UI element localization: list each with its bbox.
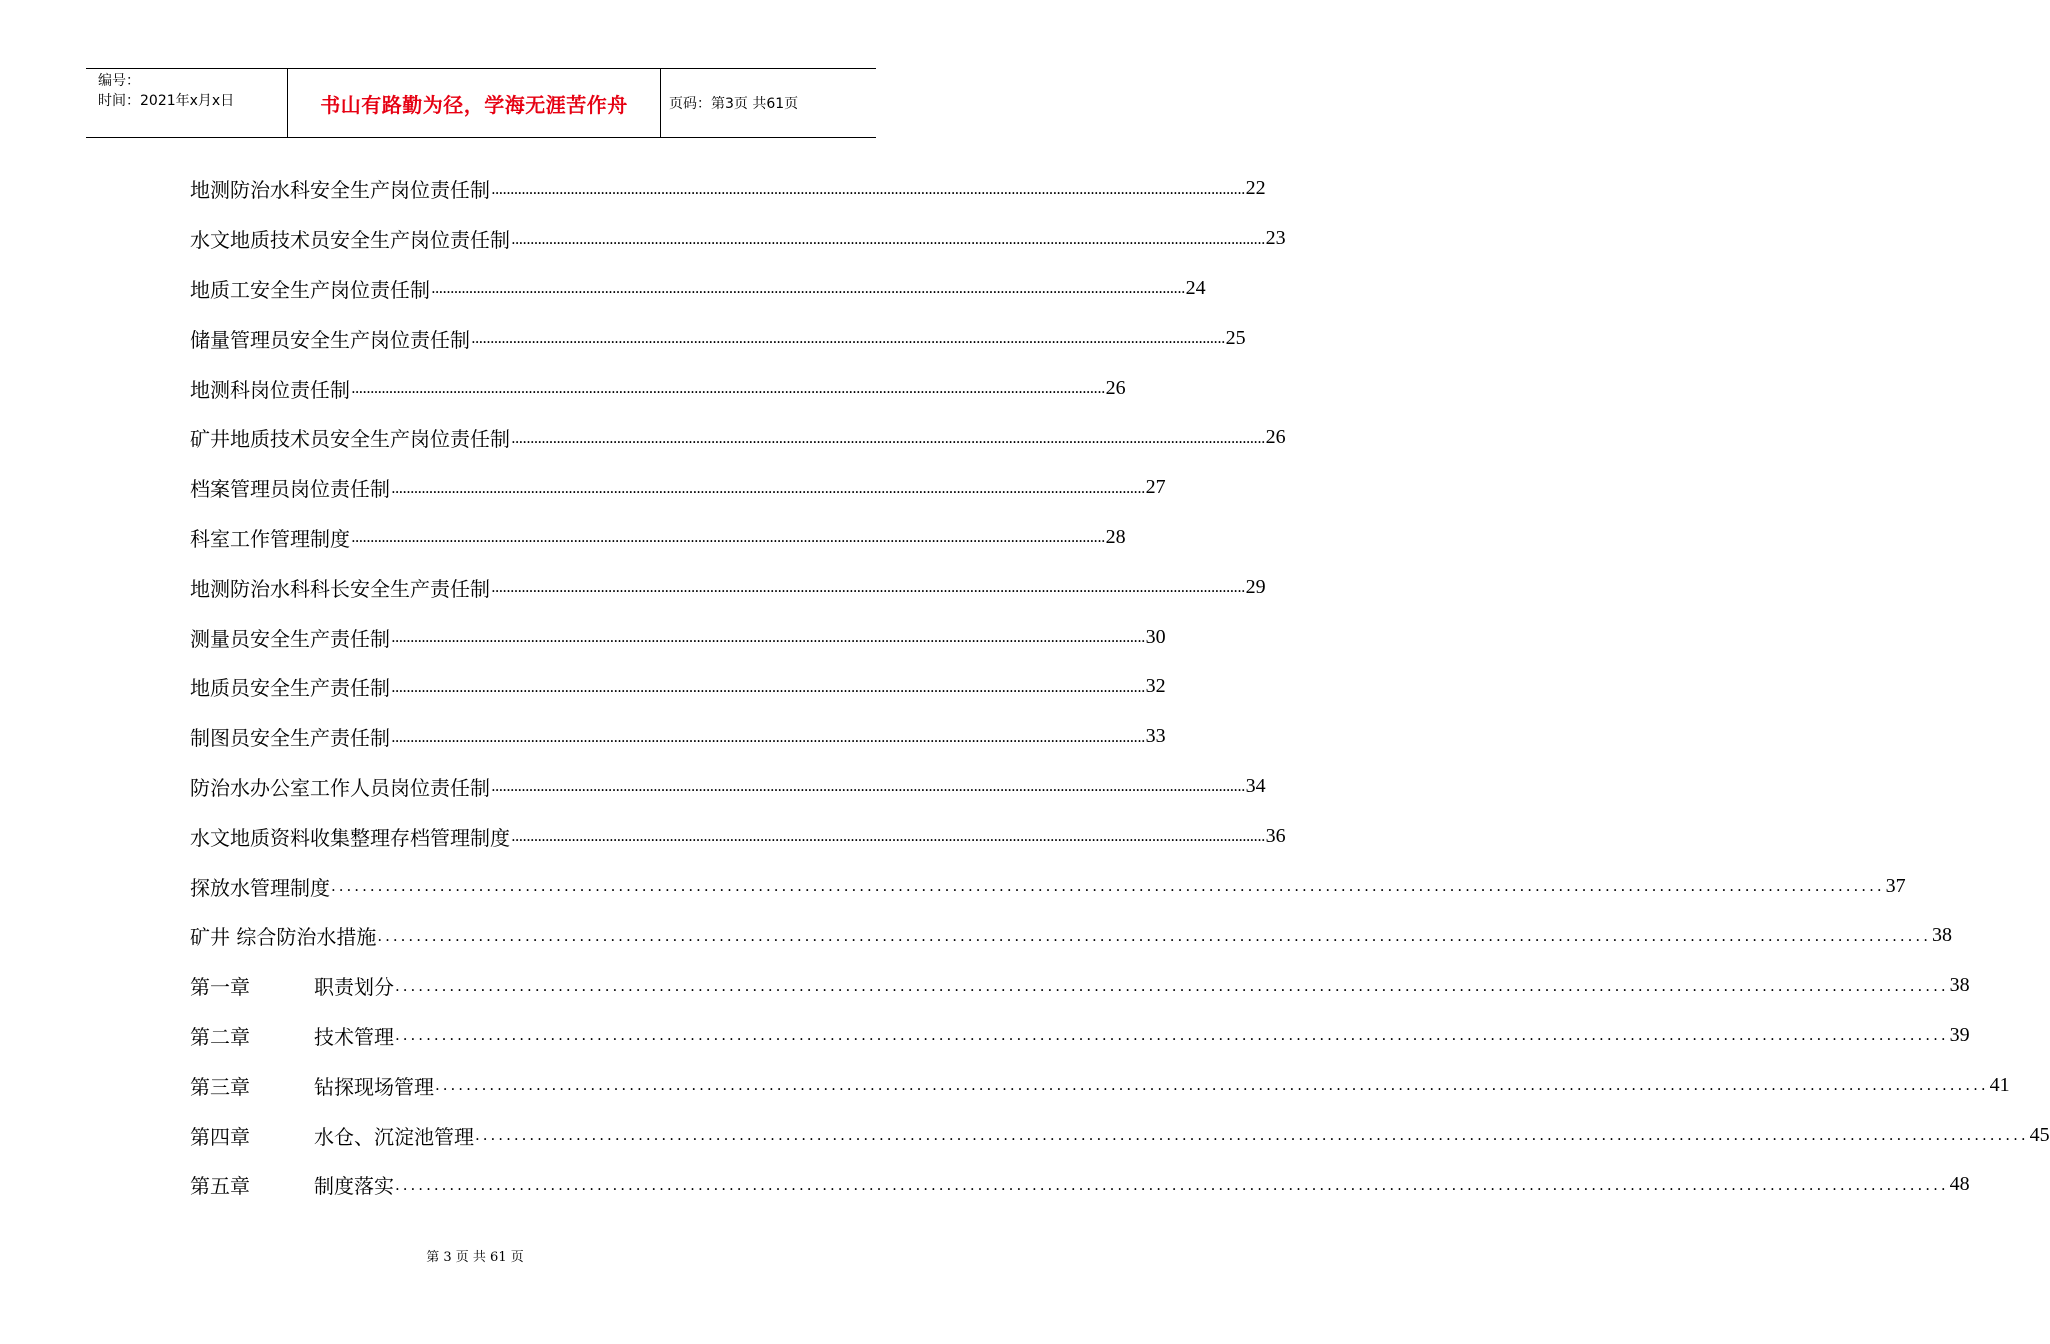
toc-entry-title: 地质员安全生产责任制 <box>190 676 390 701</box>
toc-entry-page: 37 <box>1885 874 1906 897</box>
toc-leader: ........................................................................................................................................................................................................ <box>395 1175 1949 1194</box>
toc-leader: ........................................................................................................................................................................................................ <box>435 1076 1989 1095</box>
toc-entry[interactable] <box>190 513 1126 563</box>
toc-chapter-entry[interactable] <box>190 961 1970 1011</box>
toc-leader: ........................................................................................................................................................................................................ <box>471 329 1225 348</box>
toc-leader: ........................................................................................................................................................................................................ <box>391 727 1145 746</box>
toc-chapter-entry[interactable] <box>190 1160 1970 1210</box>
toc-entry-page: 26 <box>1105 376 1126 399</box>
toc-chapter-page: 45 <box>2029 1123 2050 1146</box>
toc-entry-page: 24 <box>1185 276 1206 299</box>
toc-chapter-title: 职责划分 <box>314 975 394 1000</box>
toc-leader: ........................................................................................................................................................................................................ <box>475 1126 2029 1145</box>
toc-leader: ........................................................................................................................................................................................................ <box>351 528 1105 547</box>
page-header <box>86 68 876 138</box>
toc-entry[interactable] <box>190 214 1286 264</box>
toc-leader: ........................................................................................................................................................................................................ <box>395 976 1949 995</box>
toc-entry[interactable] <box>190 612 1166 662</box>
toc-entry-title: 探放水管理制度 <box>190 875 330 900</box>
toc-entry-title: 档案管理员岗位责任制 <box>190 477 390 502</box>
toc-chapter-entry[interactable] <box>190 1011 1970 1061</box>
toc-leader: ........................................................................................................................................................................................................ <box>351 379 1105 398</box>
toc-entry-title: 防治水办公室工作人员岗位责任制 <box>190 775 490 800</box>
toc-entry[interactable] <box>190 662 1166 712</box>
toc-leader: ........................................................................................................................................................................................................ <box>491 777 1245 796</box>
toc-leader: ........................................................................................................................................................................................................ <box>391 677 1145 696</box>
toc-chapter-number: 第四章 <box>190 1124 250 1149</box>
toc-leader: ........................................................................................................................................................................................................ <box>431 279 1185 298</box>
toc-entry-title: 水文地质技术员安全生产岗位责任制 <box>190 228 510 253</box>
toc-leader: ........................................................................................................................................................................................................ <box>491 578 1245 597</box>
toc-chapter-title: 钻探现场管理 <box>314 1074 434 1099</box>
table-of-contents <box>190 164 2050 1210</box>
toc-entry[interactable] <box>190 313 1246 363</box>
toc-entry-title: 制图员安全生产责任制 <box>190 726 390 751</box>
toc-entry-page: 30 <box>1145 625 1166 648</box>
toc-entry[interactable] <box>190 463 1166 513</box>
toc-entry-page: 29 <box>1245 575 1266 598</box>
toc-leader: ........................................................................................................................................................................................................ <box>331 877 1885 896</box>
toc-entry-page: 27 <box>1145 476 1166 499</box>
toc-chapter-number: 第一章 <box>190 975 250 1000</box>
toc-leader: ........................................................................................................................................................................................................ <box>511 428 1265 447</box>
toc-leader: ........................................................................................................................................................................................................ <box>377 926 1931 945</box>
toc-entry[interactable] <box>190 413 1286 463</box>
toc-chapter-title: 制度落实 <box>314 1174 394 1199</box>
header-page-number: 页码：第3页 共61页 <box>669 96 799 112</box>
toc-entry[interactable] <box>190 861 1906 911</box>
toc-entry[interactable] <box>190 762 1266 812</box>
toc-entry-title: 地测防治水科安全生产岗位责任制 <box>190 178 490 203</box>
time-text: 时间：2021年x月x日 <box>98 93 235 109</box>
toc-chapter-title: 水仓、沉淀池管理 <box>314 1124 474 1149</box>
toc-entry-title: 测量员安全生产责任制 <box>190 626 390 651</box>
toc-entry-title: 地质工安全生产岗位责任制 <box>190 277 430 302</box>
toc-chapter-entry[interactable] <box>190 1110 2050 1160</box>
toc-entry-page: 32 <box>1145 675 1166 698</box>
toc-leader: ........................................................................................................................................................................................................ <box>491 179 1245 198</box>
toc-chapter-title: 技术管理 <box>314 1024 394 1049</box>
toc-entry[interactable] <box>190 164 1266 214</box>
toc-entry-title: 科室工作管理制度 <box>190 526 350 551</box>
toc-entry-page: 38 <box>1931 924 1952 947</box>
toc-leader: ........................................................................................................................................................................................................ <box>511 827 1265 846</box>
header-info-cell <box>86 69 288 137</box>
toc-entry-page: 26 <box>1265 426 1286 449</box>
toc-entry-page: 22 <box>1245 177 1266 200</box>
header-motto: 书山有路勤为径，学海无涯苦作舟 <box>288 69 661 137</box>
toc-entry-page: 23 <box>1265 227 1286 250</box>
page-footer: 第 3 页 共 61 页 <box>426 1250 524 1265</box>
toc-entry-title: 水文地质资料收集整理存档管理制度 <box>190 825 510 850</box>
toc-chapter-number: 第二章 <box>190 1024 250 1049</box>
toc-chapter-page: 38 <box>1949 974 1970 997</box>
toc-leader: ........................................................................................................................................................................................................ <box>391 628 1145 647</box>
toc-leader: ........................................................................................................................................................................................................ <box>511 229 1265 248</box>
toc-chapter-number: 第五章 <box>190 1174 250 1199</box>
toc-entry-page: 34 <box>1245 774 1266 797</box>
toc-entry-page: 28 <box>1105 525 1126 548</box>
toc-entry-title: 地测防治水科科长安全生产责任制 <box>190 576 490 601</box>
toc-entry[interactable] <box>190 811 1286 861</box>
toc-chapter-number: 第三章 <box>190 1074 250 1099</box>
toc-entry[interactable] <box>190 363 1126 413</box>
toc-entry-page: 25 <box>1225 326 1246 349</box>
toc-entry[interactable] <box>190 264 1206 314</box>
toc-entry-title: 矿井地质技术员安全生产岗位责任制 <box>190 427 510 452</box>
code-label: 编号： <box>98 73 140 89</box>
toc-entry[interactable] <box>190 911 1952 961</box>
toc-entry-page: 33 <box>1145 725 1166 748</box>
toc-entry-title: 地测科岗位责任制 <box>190 377 350 402</box>
toc-leader: ........................................................................................................................................................................................................ <box>395 1026 1949 1045</box>
toc-entry-title: 储量管理员安全生产岗位责任制 <box>190 327 470 352</box>
toc-entry[interactable] <box>190 562 1266 612</box>
toc-entry-page: 36 <box>1265 824 1286 847</box>
toc-chapter-entry[interactable] <box>190 1060 2010 1110</box>
toc-entry[interactable] <box>190 712 1166 762</box>
toc-chapter-page: 39 <box>1949 1023 1970 1046</box>
toc-chapter-page: 41 <box>1989 1073 2010 1096</box>
toc-leader: ........................................................................................................................................................................................................ <box>391 478 1145 497</box>
toc-entry-title: 矿井 综合防治水措施 <box>190 925 377 950</box>
toc-chapter-page: 48 <box>1949 1173 1970 1196</box>
